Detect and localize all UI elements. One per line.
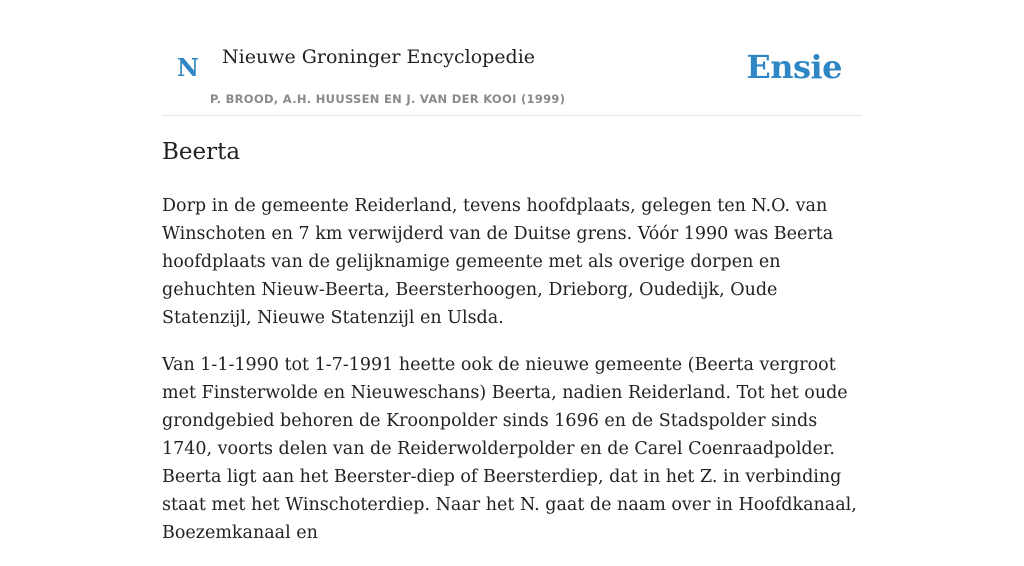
source-book-title-link[interactable]: Nieuwe Groninger Encyclopedie xyxy=(222,46,536,68)
article-body xyxy=(162,192,862,566)
article-paragraph: Van 1-1-1990 tot 1-7-1991 heette ook de nieuwe gemeente (Beerta vergroot met Finsterwolde en Nieuweschans) Beerta, nadien Reiderland. Tot het oude grondgebied behoren de Kroonpolder sinds 1696 en de Stadspolder sinds 1740, voorts delen van de Reiderwolderpolder en de Carel Coenraadpolder. Beerta ligt aan het Beerster-diep of Beersterdiep, dat in het Z. in verbinding staat met het Winschoterdiep. Naar het N. gaat de naam over in Hoofdkanaal, Boezemkanaal en xyxy=(162,355,857,543)
ensie-logo-link[interactable]: Ensie xyxy=(746,48,842,86)
source-logo-letter[interactable]: N xyxy=(177,53,199,82)
source-header xyxy=(162,38,862,116)
article-title: Beerta xyxy=(162,139,241,165)
source-authors: P. BROOD, A.H. HUUSSEN EN J. VAN DER KOOI (1999) xyxy=(210,92,566,106)
article-paragraph: Dorp in de gemeente Reiderland, tevens hoofdplaats, gelegen ten N.O. van Winschoten en 7 km verwijderd van de Duitse grens. Vóór 1990 was Beerta hoofdplaats van de gelijknamige gemeente met als overige dorpen en gehuchten Nieuw-Beerta, Beersterhoogen, Drieborg, Oudedijk, Oude Statenzijl, Nieuwe Statenzijl en Ulsda. xyxy=(162,196,834,328)
